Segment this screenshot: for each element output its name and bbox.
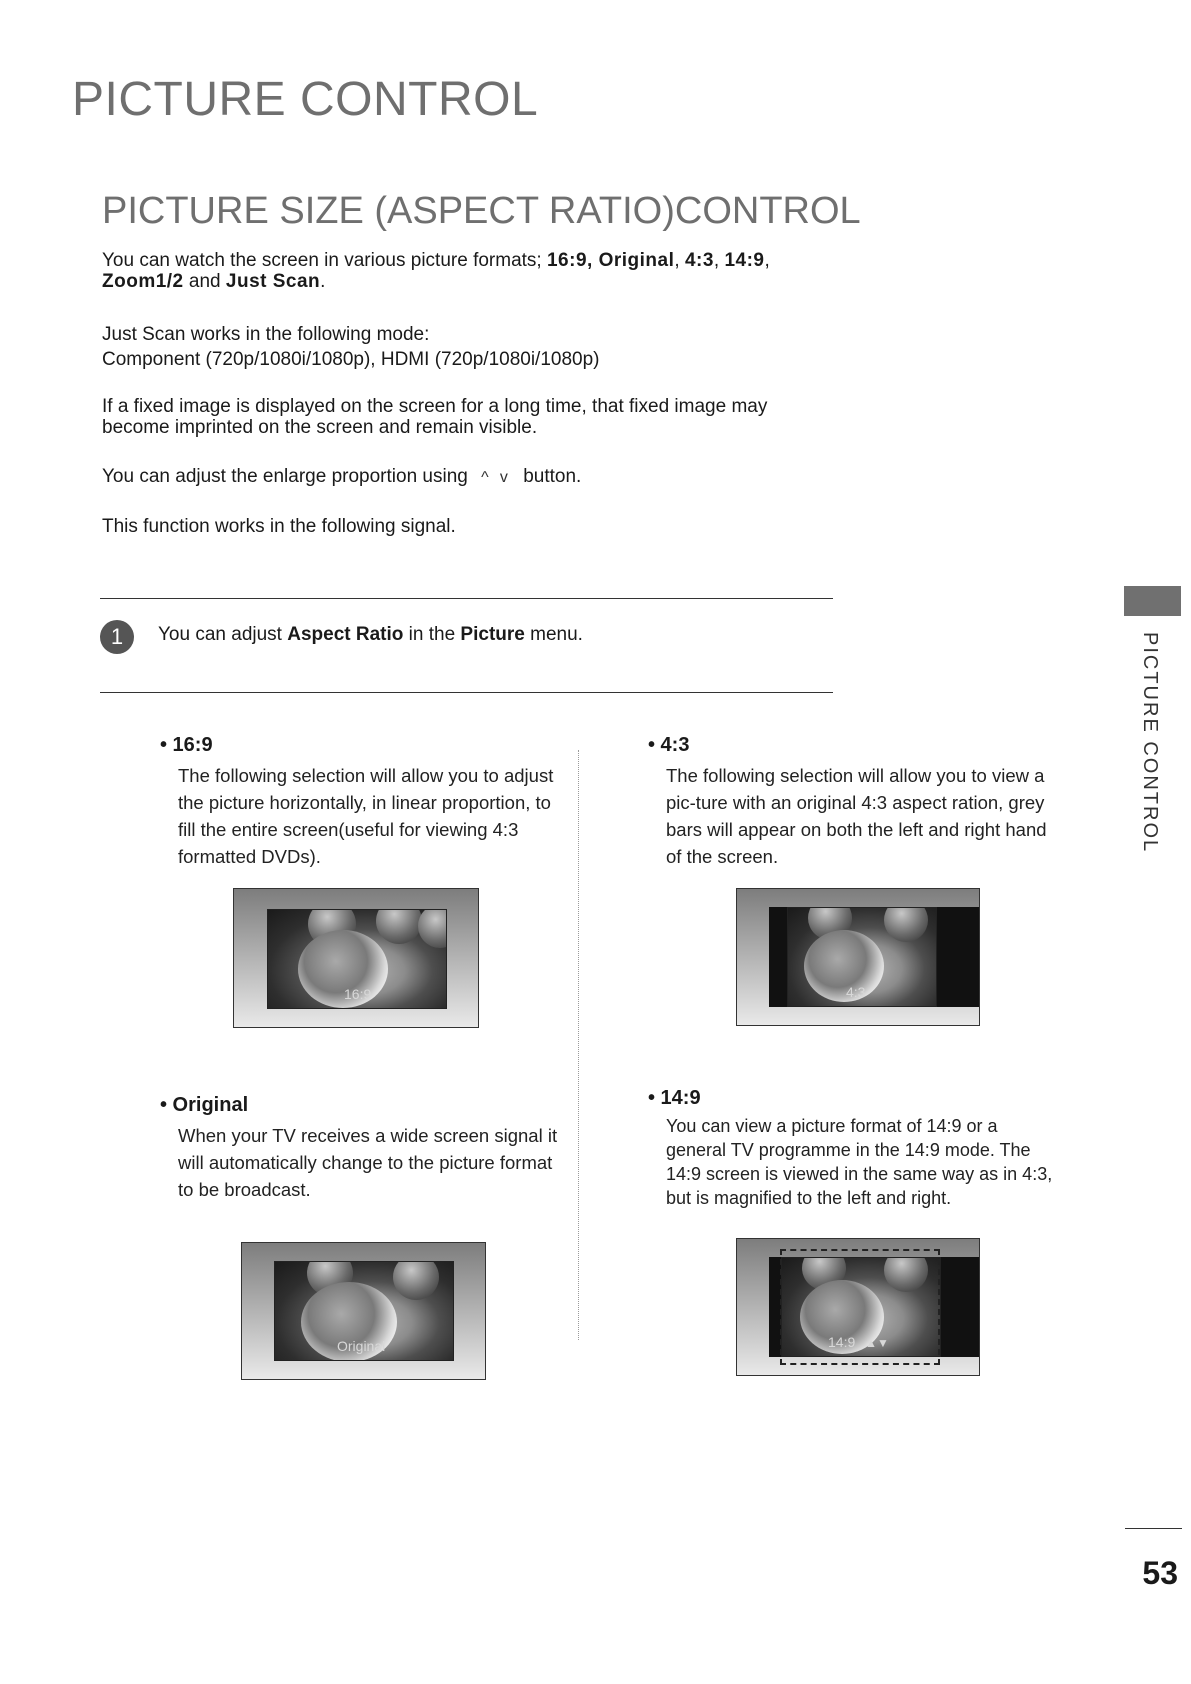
- page-title: PICTURE CONTROL: [72, 73, 539, 126]
- adjust-paragraph: [102, 466, 862, 488]
- chevron-up-icon: ^: [481, 469, 489, 486]
- zoom-crop-outline: [780, 1249, 940, 1365]
- screen-label-16-9: 16:9: [344, 986, 372, 1002]
- picture-term: Picture: [460, 624, 525, 645]
- divider-bottom: [100, 692, 833, 693]
- screen-4-3: [787, 907, 937, 1007]
- step-suffix: menu.: [524, 624, 583, 645]
- adjust-suffix: button.: [523, 466, 582, 487]
- formats-paragraph: [102, 250, 862, 292]
- justscan-paragraph: [102, 322, 862, 372]
- up-down-arrows-icon: ▲▼: [865, 1336, 889, 1350]
- step-number-badge: 1: [100, 620, 134, 654]
- format-14-9: 14:9: [724, 250, 765, 271]
- option-14-9-heading: • 14:9: [648, 1087, 701, 1109]
- divider-top: [100, 598, 833, 599]
- ball-main: [804, 930, 884, 1002]
- option-14-9-description: You can view a picture format of 14:9 or a general TV programme in the 14:9 mode. The 14:9 screen is viewed in the same way as in 4:3, but is magnified to the left and right.: [666, 1116, 1053, 1208]
- screen-14-9-illustration: [736, 1238, 980, 1376]
- and-text: and: [183, 271, 226, 292]
- aspect-ratio-term: Aspect Ratio: [287, 624, 404, 645]
- signal-paragraph: This function works in the following signal.: [102, 516, 456, 537]
- format-zoom: Zoom1/2: [102, 271, 184, 292]
- side-section-label: PICTURE CONTROL: [1139, 632, 1161, 854]
- option-4-3-description: The following selection will allow you to view a pic-ture with an original 4:3 aspect ration, grey bars will appear on both the left and right hand of the screen.: [666, 765, 1047, 867]
- format-original: Original: [598, 250, 675, 271]
- screen-16-9-illustration: [233, 888, 479, 1028]
- step-middle: in the: [403, 624, 461, 645]
- warning-paragraph: If a fixed image is displayed on the screen for a long time, that fixed image may become imprinted on the screen and remain visible.: [102, 396, 768, 438]
- step-instruction: [158, 622, 583, 648]
- option-original-description: When your TV receives a wide screen signal it will automatically change to the picture format to be broadcast.: [178, 1125, 558, 1200]
- column-divider: [578, 750, 579, 1340]
- chevron-down-icon: v: [499, 469, 508, 486]
- option-16-9-heading: • 16:9: [160, 734, 213, 756]
- section-title: PICTURE SIZE (ASPECT RATIO)CONTROL: [102, 190, 861, 232]
- side-tab-marker: [1124, 586, 1181, 616]
- screen-original: [274, 1261, 454, 1361]
- screen-label-4-3: 4:3: [846, 984, 866, 1000]
- ball-bg: [418, 909, 447, 948]
- format-just-scan: Just Scan: [225, 271, 321, 292]
- formats-prefix: You can watch the screen in various picture formats;: [102, 250, 547, 271]
- option-original-heading: • Original: [160, 1094, 249, 1116]
- step-prefix: You can adjust: [158, 624, 288, 645]
- separator: ,: [674, 250, 685, 271]
- ball-bg: [376, 909, 422, 944]
- period: .: [320, 271, 326, 292]
- format-4-3: 4:3: [684, 250, 714, 271]
- screen-original-illustration: [241, 1242, 486, 1380]
- option-4-3-heading: • 4:3: [648, 734, 690, 756]
- page-number: 53: [1142, 1555, 1178, 1591]
- ball-main: [298, 930, 388, 1008]
- screen-16-9: [267, 909, 447, 1009]
- screen-label-14-9-text: 14:9: [828, 1334, 856, 1350]
- justscan-line-2: Component (720p/1080i/1080p), HDMI (720p/1080i/1080p): [102, 349, 600, 370]
- option-16-9-description: The following selection will allow you to adjust the picture horizontally, in linear proportion, to fill the entire screen(useful for viewing 4:3 formatted DVDs).: [178, 765, 554, 867]
- adjust-prefix: You can adjust the enlarge proportion using: [102, 466, 468, 487]
- screen-4-3-illustration: [736, 888, 980, 1026]
- ball-bg: [884, 907, 928, 942]
- ball-bg: [393, 1261, 439, 1300]
- justscan-line-1: Just Scan works in the following mode:: [102, 324, 430, 345]
- separator: ,: [713, 250, 725, 271]
- screen-label-original: Original: [337, 1338, 386, 1354]
- format-16-9: 16:9,: [546, 250, 599, 271]
- separator: ,: [764, 250, 770, 271]
- page-number-rule: [1125, 1528, 1182, 1529]
